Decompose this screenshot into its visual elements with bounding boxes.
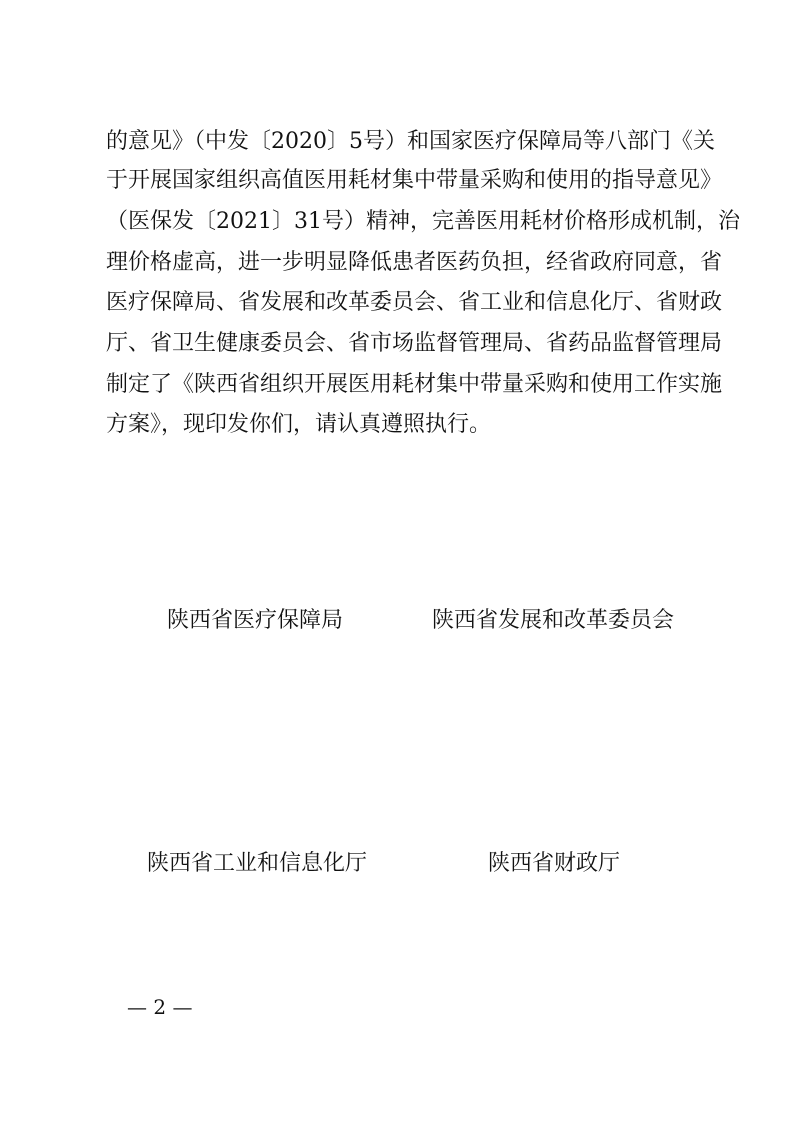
signature-industry-it-department: 陕西省工业和信息化厅 [147,851,368,876]
page-number: — 2 — [127,995,193,1019]
body-line-3: （医保发〔2021〕31号）精神，完善医用耗材价格形成机制，治 [106,209,740,234]
body-line-7: 制定了《陕西省组织开展医用耗材集中带量采购和使用工作实施 [106,372,723,397]
body-line-6: 厅、省卫生健康委员会、省市场监督管理局、省药品监督管理局 [106,331,723,356]
body-line-4: 理价格虚高，进一步明显降低患者医药负担，经省政府同意，省 [106,250,723,275]
body-line-2: 于开展国家组织高值医用耗材集中带量采购和使用的指导意见》 [106,168,723,193]
body-line-1: 的意见》（中发〔2020〕5号）和国家医疗保障局等八部门《关 [106,129,715,154]
body-line-5: 医疗保障局、省发展和改革委员会、省工业和信息化厅、省财政 [106,290,723,315]
signature-finance-department: 陕西省财政厅 [488,851,621,876]
signature-medical-security-bureau: 陕西省医疗保障局 [167,608,344,633]
signature-development-reform-commission: 陕西省发展和改革委员会 [432,608,675,633]
body-line-8: 方案》，现印发你们，请认真遵照执行。 [106,412,492,437]
